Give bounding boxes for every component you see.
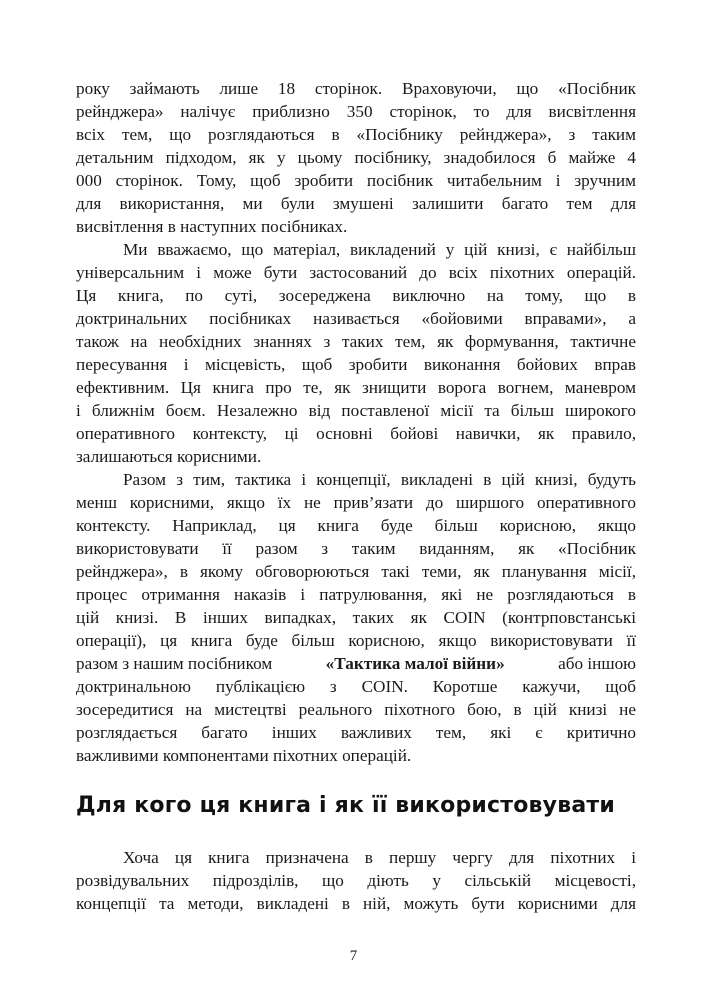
- text-line: і ближнім боєм. Незалежно від поставленої місії та більш широкого: [76, 401, 636, 420]
- paragraph-2: [76, 238, 636, 468]
- page-number: 7: [349, 948, 358, 964]
- text-line: концепції та методи, викладені в ній, можуть бути корисними для: [76, 894, 636, 913]
- paragraph-3: [76, 468, 636, 767]
- book-title-emphasis: «Тактика малої війни»: [325, 654, 505, 673]
- text-line: для використання, ми були змушені залишити багато тем для: [76, 194, 636, 213]
- text-line: оперативного контексту, ці основні бойові навички, як правило,: [76, 424, 636, 443]
- text-line: доктринальних посібниках називається «бойовими вправами», а: [76, 309, 636, 328]
- section-heading: Для кого ця книга і як її використовувати: [76, 793, 615, 818]
- text-segment: або іншою: [558, 654, 636, 673]
- text-line: [76, 652, 636, 675]
- text-segment: разом з нашим посібником: [76, 654, 273, 673]
- text-line: розвідувальних підрозділів, що діють у сільській місцевості,: [76, 871, 636, 890]
- text-line: розглядається багато інших важливих тем, які є критично: [76, 723, 636, 742]
- text-line: пересування і місцевість, щоб зробити виконання бойових вправ: [76, 355, 636, 374]
- text-line: операції), ця книга буде більш корисною, якщо використовувати її: [76, 631, 636, 650]
- text-line: всіх тем, що розглядаються в «Посібнику рейнджера», з таким: [76, 125, 636, 144]
- text-line: універсальним і може бути застосований до всіх піхотних операцій.: [76, 263, 636, 282]
- text-line: Ми вважаємо, що матеріал, викладений у цій книзі, є найбільш: [123, 240, 636, 259]
- paragraph-1: [76, 77, 636, 238]
- text-line: менш корисними, якщо їх не прив’язати до ширшого оперативного: [76, 493, 636, 512]
- text-line: зосередитися на мистецтві реального піхотного бою, в цій книзі не: [76, 700, 636, 719]
- text-line: процес отримання наказів і патрулювання, які не розглядаються в: [76, 585, 636, 604]
- text-line: 000 сторінок. Тому, щоб зробити посібник читабельним і зручним: [76, 171, 636, 190]
- text-line: цій книзі. В інших випадках, таких як COIN (контрповстанські: [76, 608, 636, 627]
- text-line: контексту. Наприклад, ця книга буде більш корисною, якщо: [76, 516, 636, 535]
- text-line: Ця книга, по суті, зосереджена виключно на тому, що в: [76, 286, 636, 305]
- text-line: доктринальною публікацією з COIN. Коротше кажучи, щоб: [76, 677, 636, 696]
- text-line: детальним підходом, як у цьому посібнику, знадобилося б майже 4: [76, 148, 636, 167]
- text-line: Разом з тим, тактика і концепції, викладені в цій книзі, будуть: [123, 470, 636, 489]
- text-line: рейнджера» налічує приблизно 350 сторінок, то для висвітлення: [76, 102, 636, 121]
- text-line: також на необхідних знаннях з таких тем, як формування, тактичне: [76, 332, 636, 351]
- body-text-top: [76, 77, 636, 767]
- text-line: ефективним. Ця книга про те, як знищити ворога вогнем, маневром: [76, 378, 636, 397]
- text-line: висвітлення в наступних посібниках.: [76, 217, 348, 236]
- paragraph-4: [76, 846, 636, 915]
- text-line: залишаються корисними.: [76, 447, 262, 466]
- text-line: використовувати її разом з таким виданням, як «Посібник: [76, 539, 636, 558]
- text-line: важливими компонентами піхотних операцій.: [76, 746, 412, 765]
- text-line: Хоча ця книга призначена в першу чергу для піхотних і: [123, 848, 636, 867]
- text-line: рейнджера», в якому обговорюються такі теми, як планування місії,: [76, 562, 636, 581]
- text-line: року займають лише 18 сторінок. Враховуючи, що «Посібник: [76, 79, 636, 98]
